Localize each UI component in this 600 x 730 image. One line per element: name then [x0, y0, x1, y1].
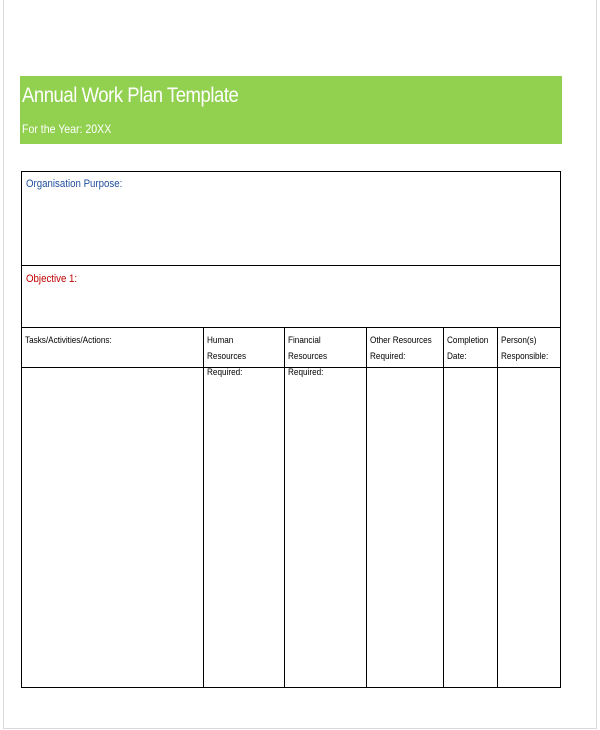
column-header-tasks-label: Tasks/Activities/Actions: [25, 335, 112, 346]
column-header-tasks [22, 328, 203, 368]
organisation-purpose-section[interactable] [22, 172, 560, 266]
work-plan-table [21, 171, 561, 688]
column-cell-tasks[interactable] [22, 368, 203, 687]
column-header-other-resources-label: Other Resources Required: [370, 335, 432, 362]
column-header-completion-date [444, 328, 497, 368]
column-header-human-resources [204, 328, 284, 378]
objective-label: Objective 1: [26, 273, 78, 285]
column-header-persons-responsible-label: Person(s) Responsible: [501, 335, 549, 362]
column-cell-persons-responsible[interactable] [498, 368, 560, 687]
column-header-financial-resources-label: Financial Resources Required: [288, 335, 328, 378]
year-subtitle: For the Year: 20XX [22, 122, 112, 136]
column-header-completion-date-label: Completion Date: [447, 335, 489, 362]
objective-section[interactable] [22, 266, 560, 328]
column-financial-resources [285, 328, 367, 687]
column-cell-other-resources[interactable] [367, 368, 443, 687]
column-header-other-resources [367, 328, 443, 368]
page-title: Annual Work Plan Template [22, 84, 239, 107]
column-cell-financial-resources[interactable] [285, 368, 366, 687]
column-tasks [22, 328, 204, 687]
column-header-financial-resources [285, 328, 366, 378]
column-header-human-resources-label: Human Resources Required: [207, 335, 247, 378]
header-banner [20, 76, 562, 144]
organisation-purpose-label: Organisation Purpose: [26, 178, 123, 190]
task-columns [22, 328, 560, 687]
column-cell-completion-date[interactable] [444, 368, 497, 687]
column-cell-human-resources[interactable] [204, 368, 284, 687]
column-persons-responsible [498, 328, 560, 687]
column-other-resources [367, 328, 444, 687]
column-header-persons-responsible [498, 328, 560, 368]
column-human-resources [204, 328, 285, 687]
column-completion-date [444, 328, 498, 687]
